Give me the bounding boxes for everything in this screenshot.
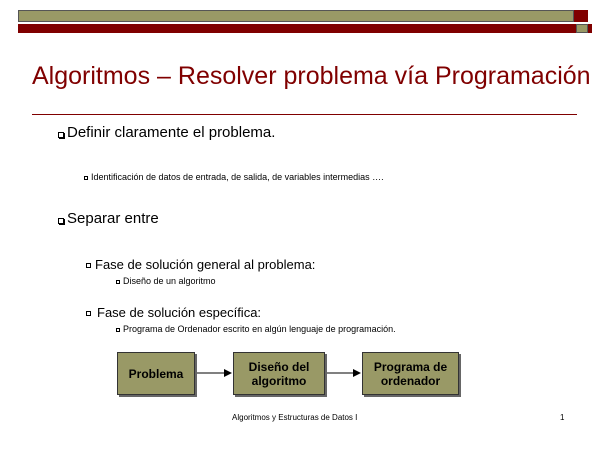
flow-box-label-line1: Programa de xyxy=(373,359,448,374)
bullet-text: Separar entre xyxy=(67,210,159,227)
flow-box-label-line1: Diseño del xyxy=(248,359,310,374)
flow-box-label-line2: algoritmo xyxy=(251,373,307,388)
flow-box-label: Problema xyxy=(128,366,184,381)
bullet-text: Diseño de un algoritmo xyxy=(123,276,216,286)
bullet-text: Definir claramente el problema. xyxy=(67,124,276,141)
flow-box-label-line2: ordenador xyxy=(380,373,441,388)
bullet-text: Fase de solución específica: xyxy=(97,305,262,320)
bullet-text: Identificación de datos de entrada, de salida, de variables intermedias …. xyxy=(91,172,384,182)
page-number: 1 xyxy=(560,413,565,422)
bullet-text: Programa de Ordenador escrito en algún lenguaje de programación. xyxy=(123,324,396,334)
footer-text: Algoritmos y Estructuras de Datos I xyxy=(232,413,358,422)
slide-title: Algoritmos – Resolver problema vía Programación xyxy=(32,62,591,90)
bullet-text: Fase de solución general al problema: xyxy=(95,257,316,272)
